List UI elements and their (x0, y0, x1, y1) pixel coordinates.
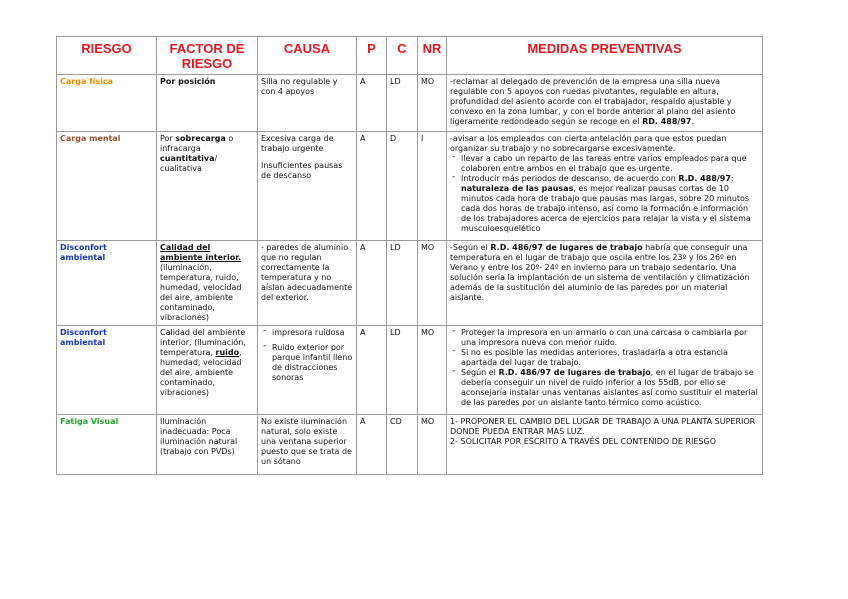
risk-table (56, 36, 763, 475)
factor-bold-underline: Calidad del ambiente interior. (160, 243, 242, 262)
factor-cell (157, 132, 258, 241)
factor-cell (157, 241, 258, 326)
list-item: - llevar a cabo un reparto de las tareas entre varios empleados para que colaboren entre ambos en el trabajo que es urgente. (450, 154, 759, 174)
nr-cell: MO (418, 326, 447, 415)
c-cell: LD (387, 326, 418, 415)
c-cell: CD (387, 415, 418, 475)
p-cell: A (357, 75, 387, 132)
nr-cell: I (418, 132, 447, 241)
factor-bold: cuantitativa (160, 154, 215, 163)
medidas-bold: naturaleza de las pausas (461, 184, 574, 193)
riesgo-cell: Carga física (57, 75, 157, 132)
nr-cell: MO (418, 241, 447, 326)
factor-bold-underline: ruido (215, 348, 240, 357)
nr-cell: MO (418, 75, 447, 132)
medidas-bold: RD. 488/97 (642, 117, 692, 126)
list-item: - Proteger la impresora en un armario o con una carcasa o cambiarla por una impresora nueva con menor ruido. (450, 328, 759, 348)
medidas-text: : (730, 174, 734, 183)
medidas-line: 2- SOLICITAR POR ESCRITO A TRAVÉS DEL CONTENIDO DE RIESGO (450, 437, 716, 446)
factor-bold: sobrecarga (175, 134, 226, 143)
medidas-cell (447, 326, 763, 415)
causa-cell: No existe iluminación natural, solo existe una ventana superior puesto que se trata de un sótano (258, 415, 357, 475)
table-row (57, 241, 763, 326)
riesgo-cell: Disconfort ambiental (57, 326, 157, 415)
header-c: C (387, 37, 418, 75)
medidas-cell (447, 75, 763, 132)
factor-bold: Por posición (160, 77, 216, 86)
medidas-text: , es mejor realizar pausas cortas de 10 minutos cada hora de trabajo que pausas mas largas, sobre 20 minutos cada dos horas de trabajo intenso, así como la formación e información de los trabajadores acerca de ejercicios para relajar la vista y el sistema musculoesquelético (461, 184, 751, 233)
medidas-text: -Según el (450, 243, 491, 252)
medidas-line: 1- PROPONER EL CAMBIO DEL LUGAR DE TRABAJO A UNA PLANTA SUPERIOR DONDE PUEDA ENTRAR MAS LUZ. (450, 417, 756, 436)
c-cell: LD (387, 75, 418, 132)
causa-cell (258, 326, 357, 415)
header-medidas: MEDIDAS PREVENTIVAS (447, 37, 763, 75)
causa-cell (258, 132, 357, 241)
p-cell: A (357, 326, 387, 415)
factor-text: o infracarga (160, 134, 234, 153)
factor-text: , humedad, velocidad del aire, ambiente contaminado, vibraciones) (160, 348, 242, 397)
medidas-list (450, 154, 759, 234)
medidas-text: -reclamar al delegado de prevención de la empresa una silla nueva regulable con 5 apoyos con ruedas pivotantes, regulable en altura, profundidad del asiento acorde con el trabajador, respaldo ajustable y convexo en la zona lumbar, y con el borde anterior al plano del asiento ligeramente redondeado según se recoge en el (450, 77, 736, 126)
medidas-text: , en el lugar de trabajo se debería conseguir un nivel de ruido inferior a los 55dB, por ello se aconsejaría instalar unas ventanas aislantes así como sustituir el material de las paredes por un aislante tanto térmico como acústico. (461, 368, 758, 407)
causa-cell (258, 241, 357, 326)
riesgo-cell: Disconfort ambiental (57, 241, 157, 326)
factor-cell (157, 75, 258, 132)
riesgo-cell: Carga mental (57, 132, 157, 241)
medidas-bold: R.D. 486/97 de lugares de trabajo (498, 368, 651, 377)
c-cell: D (387, 132, 418, 241)
p-cell: A (357, 415, 387, 475)
table-row (57, 415, 763, 475)
list-item (450, 368, 759, 408)
medidas-cell (447, 415, 763, 475)
causa-text: Insuficientes pausas de descanso (261, 161, 343, 180)
causa-text: Silla no regulable y con 4 apoyos (261, 77, 338, 96)
causa-list (261, 328, 353, 383)
causa-cell (258, 75, 357, 132)
header-p: P (357, 37, 387, 75)
header-nr: NR (418, 37, 447, 75)
medidas-cell (447, 132, 763, 241)
list-item: - impresora ruidosa (261, 328, 353, 338)
medidas-list (450, 328, 759, 408)
list-item (450, 174, 759, 234)
header-riesgo: RIESGO (57, 37, 157, 75)
causa-text: Excesiva carga de trabajo urgente (261, 134, 334, 153)
factor-text: (iluminación, temperatura, ruido, humedad, velocidad del aire, ambiente contaminado, vibraciones) (160, 263, 242, 322)
factor-text: / cualitativa (160, 154, 218, 173)
nr-cell: MO (418, 415, 447, 475)
list-item: - Ruido exterior por parque infantil lleno de distracciones sonoras (261, 343, 353, 383)
medidas-text: Introducir más periodos de descanso, de acuerdo con (461, 174, 679, 183)
table-row (57, 132, 763, 241)
medidas-text: . (691, 117, 695, 126)
causa-text: - paredes de aluminio que no regulan correctamente la temperatura y no aíslan adecuadamente del exterior. (261, 243, 353, 302)
riesgo-cell: Fatiga Visual (57, 415, 157, 475)
p-cell: A (357, 132, 387, 241)
medidas-text: Según el (461, 368, 499, 377)
medidas-cell (447, 241, 763, 326)
factor-text: Por (160, 134, 176, 143)
c-cell: LD (387, 241, 418, 326)
header-row (57, 37, 763, 75)
list-item: - Si no es posible las medidas anteriores, trasladarla a otra estancia apartada del lugar de trabajo. (450, 348, 759, 368)
medidas-intro: -avisar a los empleados con cierta antelación para que estos puedan organizar su trabajo y no sobrecargarse excesivamente. (450, 134, 727, 153)
header-factor: FACTOR DE RIESGO (157, 37, 258, 75)
factor-cell (157, 326, 258, 415)
medidas-bold: R.D. 488/97 (678, 174, 731, 183)
p-cell: A (357, 241, 387, 326)
table-row (57, 75, 763, 132)
factor-cell: Iluminación inadecuada: Poca iluminación natural (trabajo con PVDs) (157, 415, 258, 475)
factor-text: Calidad del ambiente interior, (iluminación, temperatura, (160, 328, 246, 357)
table-row (57, 326, 763, 415)
medidas-bold: R.D. 486/97 de lugares de trabajo (490, 243, 643, 252)
header-causa: CAUSA (258, 37, 357, 75)
medidas-text: habría que conseguir una temperatura en el lugar de trabajo que oscila entre los 23º y los 26º en Verano y entre los 20º- 24º en invierno para un trabajo sedentario. Una solución sería la implantación de un sistema de ventilación y climatización además de la sustitución del aluminio de las paredes por un material aislante. (450, 243, 750, 302)
